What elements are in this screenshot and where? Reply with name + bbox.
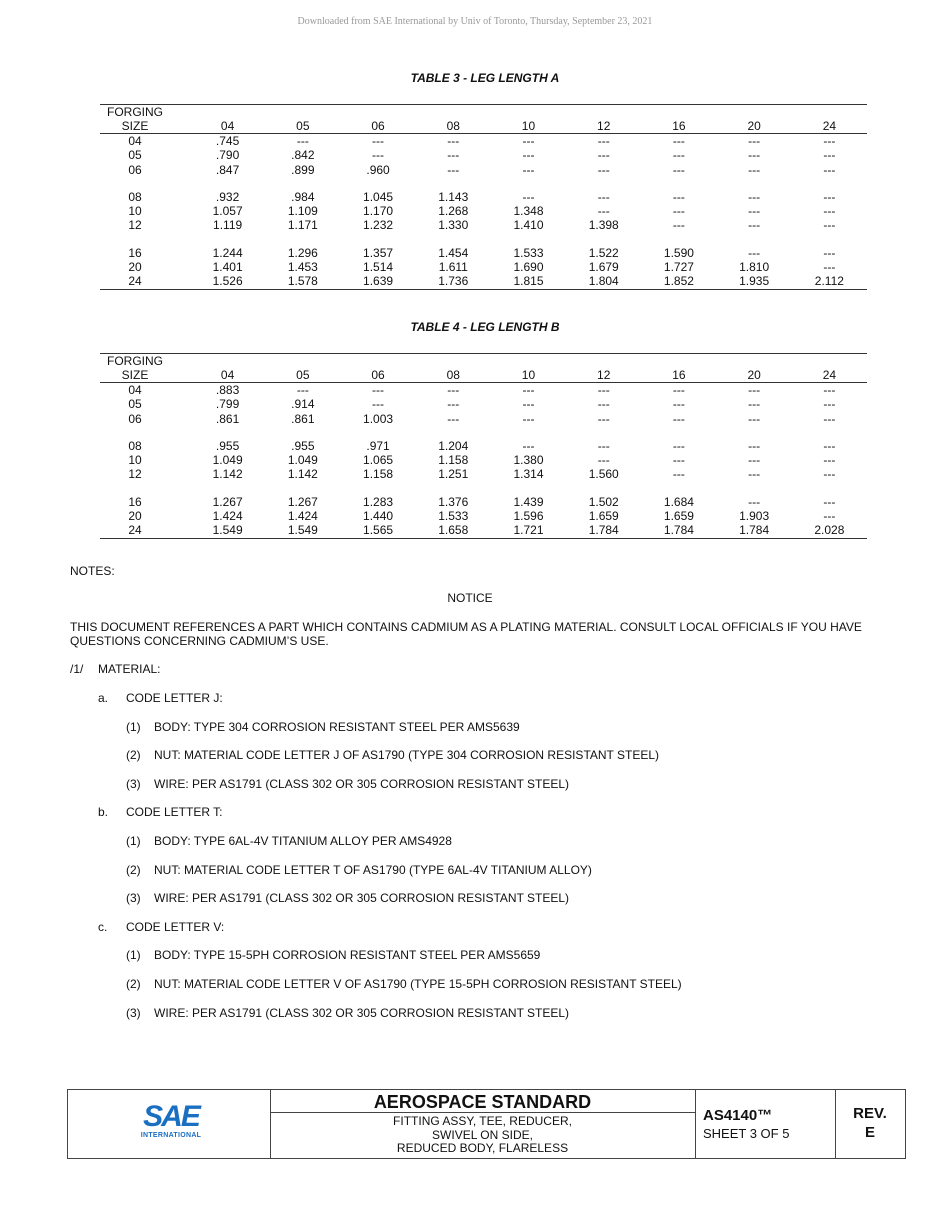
table-cell: ---: [823, 189, 836, 204]
table-cell: ---: [372, 383, 385, 397]
table-cell: ---: [672, 189, 685, 204]
table-row: [100, 204, 867, 218]
table-cell: 1.204: [438, 438, 469, 453]
table-cell: 1.330: [438, 218, 469, 233]
table-cell: 1.935: [717, 274, 792, 289]
table-cell: ---: [672, 383, 685, 397]
table-row: [100, 134, 867, 149]
table-cell: ---: [522, 134, 535, 148]
table-cell: 16: [128, 245, 142, 260]
table-row: [100, 439, 867, 453]
table-row: [100, 453, 867, 467]
column-header: 10: [491, 368, 566, 383]
table-cell: 1.522: [588, 245, 619, 260]
table-cell: ---: [748, 453, 761, 468]
table-cell: ---: [748, 218, 761, 233]
table-cell: ---: [823, 494, 836, 509]
table-cell: 1.348: [513, 204, 544, 219]
table-cell: ---: [748, 383, 761, 397]
table-cell: ---: [672, 134, 685, 148]
table-cell: ---: [823, 453, 836, 468]
table-cell: ---: [597, 397, 610, 412]
table-cell: ---: [748, 204, 761, 219]
table-row: [100, 163, 867, 177]
column-header: 12: [566, 119, 641, 134]
sae-logo: [136, 1102, 206, 1139]
table-cell: 12: [128, 467, 142, 482]
standard-title: AEROSPACE STANDARD: [270, 1090, 695, 1113]
table-cell: 1.852: [641, 274, 716, 289]
sae-logo-text: SAE: [143, 1100, 199, 1133]
table-cell: 1.659: [663, 509, 694, 524]
table-cell: ---: [823, 260, 836, 275]
table-cell: ---: [748, 162, 761, 177]
item-number: (2): [126, 862, 141, 877]
item-number: (1): [126, 948, 141, 963]
table-cell: .932: [215, 189, 240, 204]
table-cell: 10: [128, 453, 142, 468]
table-row: [100, 383, 867, 398]
item-number: (2): [126, 977, 141, 991]
table-cell: 1.804: [566, 274, 641, 289]
download-watermark: Downloaded from SAE International by Univ of Toronto, Thursday, September 23, 2021: [297, 16, 653, 27]
table-row: [100, 412, 867, 426]
table-row: [100, 509, 867, 523]
group-letter: b.: [98, 805, 109, 820]
table-cell: ---: [823, 245, 836, 260]
table-cell: 1.439: [513, 494, 544, 509]
table-cell: .955: [291, 438, 315, 453]
table-cell: 1.424: [287, 509, 318, 524]
item-number: (3): [126, 1005, 141, 1020]
table-cell: 1.658: [416, 523, 491, 538]
table-cell: ---: [522, 397, 535, 412]
table-cell: .971: [366, 438, 390, 453]
table-cell: ---: [672, 453, 685, 468]
table-cell: ---: [372, 397, 385, 412]
table-cell: 1.727: [663, 260, 694, 275]
column-header: 04: [190, 368, 265, 383]
table-cell: 1.533: [513, 245, 544, 260]
table-cell: ---: [597, 134, 610, 148]
table-cell: 2.112: [792, 274, 867, 289]
table-cell: 1.314: [513, 467, 544, 482]
table-cell: ---: [672, 204, 685, 219]
table-cell: .847: [215, 162, 240, 177]
table-cell: .955: [215, 438, 240, 453]
table-cell: ---: [672, 411, 685, 426]
table-cell: ---: [748, 397, 761, 412]
item-text: NUT: MATERIAL CODE LETTER V OF AS1790 (TYPE 15-5PH CORROSION RESISTANT STEEL): [154, 977, 682, 991]
table-cell: ---: [597, 148, 610, 163]
table-cell: ---: [372, 148, 385, 163]
table-cell: 1.268: [438, 204, 469, 219]
table-cell: 1.578: [265, 274, 340, 289]
table-cell: 20: [128, 260, 142, 275]
item-text: NUT: MATERIAL CODE LETTER J OF AS1790 (TYPE 304 CORROSION RESISTANT STEEL): [154, 748, 660, 763]
notice-title: NOTICE: [447, 591, 493, 605]
table-cell: 1.565: [340, 523, 415, 538]
title-block: [67, 1089, 906, 1159]
table-cell: ---: [748, 245, 761, 260]
table-cell: 1.590: [663, 245, 694, 260]
table-cell: ---: [823, 397, 836, 412]
notes-heading: NOTES:: [70, 564, 115, 578]
column-header: 08: [416, 368, 491, 383]
table-cell: 1.143: [438, 189, 469, 204]
table-cell: ---: [597, 204, 610, 219]
table-cell: ---: [672, 162, 685, 177]
table-cell: ---: [823, 509, 836, 524]
table-cell: 06: [128, 162, 142, 177]
table-row: [100, 397, 867, 411]
table-cell: .984: [291, 189, 315, 204]
doc-number-cell: [695, 1090, 836, 1158]
table-cell: ---: [672, 397, 685, 412]
sheet-number: SHEET 3 OF 5: [703, 1126, 790, 1141]
table-cell: 1.721: [491, 523, 566, 538]
table-cell: .745: [215, 134, 240, 148]
column-header: 20: [717, 368, 792, 383]
table-cell: 1.690: [513, 260, 544, 275]
table-cell: ---: [748, 411, 761, 426]
table-cell: 1.357: [363, 245, 394, 260]
table-row: [100, 274, 867, 289]
table3: [100, 104, 867, 290]
item-text: WIRE: PER AS1791 (CLASS 302 OR 305 CORROSION RESISTANT STEEL): [154, 776, 570, 791]
table-cell: 24: [100, 523, 190, 538]
rev-value: E: [864, 1124, 875, 1141]
table-cell: ---: [748, 148, 761, 163]
item-number: (1): [126, 719, 141, 734]
description-line: REDUCED BODY, FLARELESS: [396, 1141, 569, 1155]
table-cell: 1.119: [213, 218, 243, 233]
item-text: NUT: MATERIAL CODE LETTER T OF AS1790 (TYPE 6AL-4V TITANIUM ALLOY): [154, 862, 592, 877]
table-cell: ---: [522, 438, 535, 453]
doc-number: AS4140™: [703, 1107, 773, 1124]
column-header: 05: [265, 119, 340, 134]
table-cell: ---: [748, 494, 761, 509]
column-header: 16: [641, 119, 716, 134]
group-letter: c.: [98, 919, 108, 934]
table3-title: TABLE 3 - LEG LENGTH A: [410, 71, 560, 85]
description-line: SWIVEL ON SIDE,: [432, 1127, 533, 1142]
table-cell: 10: [128, 204, 142, 219]
table-cell: 08: [128, 189, 142, 204]
item-number: (3): [126, 891, 141, 906]
header-size: SIZE: [100, 119, 190, 134]
header-forging: FORGING: [100, 105, 190, 120]
table-cell: ---: [296, 134, 309, 148]
table-cell: 1.684: [663, 494, 694, 509]
table-cell: 1.232: [363, 218, 394, 233]
table-cell: ---: [823, 411, 836, 426]
table-cell: 1.659: [588, 509, 619, 524]
table-cell: 1.784: [566, 523, 641, 538]
group-label: CODE LETTER V:: [126, 919, 225, 934]
column-header: 05: [265, 368, 340, 383]
table-cell: 20: [128, 509, 142, 524]
table-cell: ---: [372, 134, 385, 148]
table-cell: ---: [672, 218, 685, 233]
table-cell: 1.784: [717, 523, 792, 538]
table-cell: ---: [748, 134, 761, 148]
group-letter: a.: [98, 691, 109, 705]
column-header: 10: [491, 119, 566, 134]
table-cell: ---: [447, 383, 460, 397]
table-cell: 1.045: [363, 189, 394, 204]
table-cell: 1.549: [265, 523, 340, 538]
column-header: 04: [190, 119, 265, 134]
item-text: BODY: TYPE 6AL-4V TITANIUM ALLOY PER AMS4928: [154, 834, 452, 848]
table-cell: 1.810: [739, 260, 770, 275]
table-cell: 1.815: [491, 274, 566, 289]
table-cell: 1.267: [212, 494, 243, 509]
table-cell: ---: [672, 467, 685, 482]
table-cell: .899: [291, 162, 315, 177]
table-cell: 24: [100, 274, 190, 289]
column-header: 16: [641, 368, 716, 383]
column-header: 20: [717, 119, 792, 134]
item-number: (1): [126, 834, 141, 848]
item-number: (2): [126, 748, 141, 763]
table-cell: 1.514: [363, 260, 394, 275]
table-cell: 1.003: [363, 411, 394, 426]
table-cell: .914: [291, 397, 315, 412]
table-cell: .790: [215, 148, 240, 163]
material-label: MATERIAL:: [98, 662, 161, 676]
table-cell: 12: [128, 218, 142, 233]
table-cell: ---: [522, 411, 535, 426]
table-cell: 1.596: [513, 509, 544, 524]
table-row: [100, 260, 867, 274]
table-cell: 1.549: [190, 523, 265, 538]
logo-cell: [68, 1090, 271, 1158]
table-cell: 1.376: [438, 494, 469, 509]
table-cell: 2.028: [792, 523, 867, 538]
table-cell: 1.170: [363, 204, 394, 219]
table-cell: ---: [823, 383, 836, 397]
table-cell: 1.296: [287, 245, 318, 260]
table-row: [100, 523, 867, 538]
table-cell: ---: [447, 162, 460, 177]
table-cell: 1.065: [363, 453, 394, 468]
table-cell: 1.639: [340, 274, 415, 289]
part-description: [270, 1113, 695, 1156]
table-cell: 1.424: [212, 509, 243, 524]
column-header: 24: [792, 119, 867, 134]
table-cell: ---: [672, 148, 685, 163]
item-number: (3): [126, 776, 141, 791]
table-cell: ---: [823, 162, 836, 177]
table-cell: 05: [128, 397, 142, 412]
table-cell: 1.171: [287, 218, 318, 233]
table-cell: 08: [128, 438, 142, 453]
item-text: BODY: TYPE 15-5PH CORROSION RESISTANT STEEL PER AMS5659: [154, 948, 541, 963]
table-cell: 1.401: [212, 260, 243, 275]
table-cell: ---: [597, 383, 610, 397]
column-header: 06: [340, 119, 415, 134]
table-cell: .799: [215, 397, 240, 412]
table-cell: ---: [672, 438, 685, 453]
table-cell: 1.398: [588, 218, 619, 233]
header-forging: FORGING: [100, 354, 190, 369]
item-text: WIRE: PER AS1791 (CLASS 302 OR 305 CORROSION RESISTANT STEEL): [154, 1005, 570, 1020]
table-cell: 1.380: [513, 453, 544, 468]
table-cell: 04: [128, 134, 142, 148]
table-cell: .960: [366, 162, 390, 177]
table-cell: 1.679: [588, 260, 619, 275]
table-cell: ---: [447, 411, 460, 426]
table-cell: ---: [597, 189, 610, 204]
table-cell: 1.158: [363, 467, 394, 482]
table-cell: 1.736: [416, 274, 491, 289]
notice-text: THIS DOCUMENT REFERENCES A PART WHICH CONTAINS CADMIUM AS A PLATING MATERIAL. CONSULT LOCAL OFFICIALS IF YOU HAVE QUESTIONS CONCERNING CADMIUM’S USE.: [70, 620, 862, 648]
table-cell: 1.142: [212, 467, 243, 482]
table-cell: 1.560: [588, 467, 619, 482]
group-label: CODE LETTER T:: [126, 805, 223, 820]
table-cell: 1.453: [287, 260, 318, 275]
table-cell: 1.049: [212, 453, 243, 468]
table-cell: 06: [128, 411, 142, 426]
table4: [100, 353, 867, 539]
table-cell: 1.440: [363, 509, 394, 524]
table-cell: 1.142: [287, 467, 318, 482]
table-cell: 1.533: [438, 509, 469, 524]
table-cell: ---: [597, 453, 610, 468]
table-row: [100, 218, 867, 232]
table-cell: ---: [748, 189, 761, 204]
table-cell: ---: [823, 438, 836, 453]
header-size: SIZE: [100, 368, 190, 383]
revision-cell: [835, 1090, 905, 1158]
table-cell: ---: [522, 189, 535, 204]
column-header: 24: [792, 368, 867, 383]
group-label: CODE LETTER J:: [126, 691, 223, 705]
table-cell: ---: [447, 397, 460, 412]
table-cell: ---: [823, 148, 836, 163]
table-cell: .883: [215, 383, 240, 397]
table-cell: ---: [823, 467, 836, 482]
table4-title: TABLE 4 - LEG LENGTH B: [410, 320, 560, 334]
table-cell: 04: [128, 383, 142, 397]
table-cell: ---: [522, 162, 535, 177]
table-cell: 1.410: [513, 218, 544, 233]
table-cell: 16: [128, 494, 142, 509]
table-cell: ---: [597, 411, 610, 426]
table-cell: 1.158: [438, 453, 469, 468]
table-cell: 1.251: [438, 467, 469, 482]
table-cell: ---: [447, 148, 460, 163]
table-cell: ---: [748, 467, 761, 482]
material-marker: /1/: [70, 662, 84, 676]
table-cell: ---: [823, 134, 836, 148]
table-cell: 05: [128, 148, 142, 163]
table-cell: 1.502: [588, 494, 619, 509]
table-cell: ---: [597, 162, 610, 177]
table-cell: 1.283: [363, 494, 394, 509]
table-row: [100, 148, 867, 162]
table-cell: ---: [522, 383, 535, 397]
column-header: 08: [416, 119, 491, 134]
table-cell: ---: [823, 204, 836, 219]
table-row: [100, 246, 867, 260]
description-line: FITTING ASSY, TEE, REDUCER,: [393, 1114, 572, 1128]
table-cell: 1.244: [212, 245, 243, 260]
table-cell: 1.903: [739, 509, 770, 524]
table-cell: 1.611: [438, 260, 468, 275]
column-header: 12: [566, 368, 641, 383]
sae-logo-subtext: INTERNATIONAL: [140, 1132, 202, 1139]
table-row: [100, 190, 867, 204]
column-header: 06: [340, 368, 415, 383]
table-cell: 1.057: [212, 204, 243, 219]
table-cell: 1.454: [438, 245, 469, 260]
title-cell: [270, 1090, 696, 1158]
table-cell: ---: [597, 438, 610, 453]
table-cell: 1.109: [287, 204, 318, 219]
table-cell: .842: [291, 148, 315, 163]
table-cell: .861: [215, 411, 240, 426]
table-cell: 1.526: [190, 274, 265, 289]
table-cell: 1.784: [641, 523, 716, 538]
table-cell: ---: [296, 383, 309, 397]
table-cell: ---: [823, 218, 836, 233]
table-cell: ---: [447, 134, 460, 148]
table-cell: ---: [748, 438, 761, 453]
table-cell: 1.267: [287, 494, 318, 509]
item-text: BODY: TYPE 304 CORROSION RESISTANT STEEL PER AMS5639: [154, 719, 520, 734]
table-cell: ---: [522, 148, 535, 163]
table-cell: 1.049: [287, 453, 318, 468]
rev-label: REV.: [853, 1105, 887, 1122]
table-cell: .861: [291, 411, 315, 426]
item-text: WIRE: PER AS1791 (CLASS 302 OR 305 CORROSION RESISTANT STEEL): [154, 891, 570, 906]
table-row: [100, 495, 867, 509]
table-row: [100, 467, 867, 481]
